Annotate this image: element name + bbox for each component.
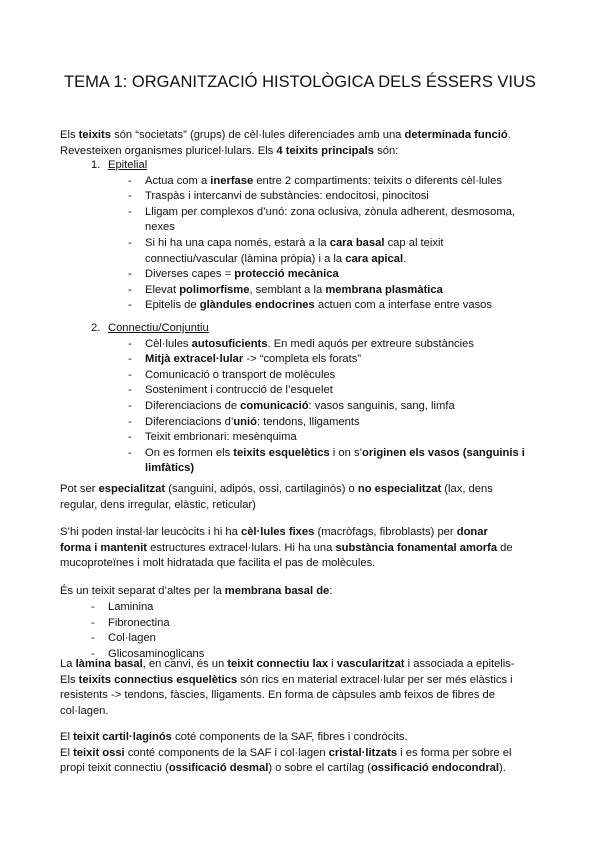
paragraph-line: regular, dens irregular, elàstic, reticular)	[60, 498, 256, 511]
paragraph-line: S’hi poden instal·lar leucòcits i hi ha cèl·lules fixes (macròfags, fibroblasts) per donar	[60, 526, 488, 538]
paragraph-line: El teixit ossi conté components de la SAF i col·lagen cristal·litzats i es forma per sobre el	[60, 746, 512, 759]
bullet-dash: -	[128, 400, 132, 412]
bullet-dash: -	[128, 384, 132, 397]
basal-list-item: Fibronectina	[108, 616, 170, 629]
bullet-dash: -	[91, 632, 95, 645]
paragraph-line: forma i mantenit estructures extracel·lulars. Hi ha una substància fonamental amorfa de	[60, 541, 513, 554]
intro-line: Els teixits són “societats” (grups) de cèl·lules diferenciades amb una determinada funció.	[60, 129, 511, 141]
list-item-line: Elevat polimorfisme, semblant a la membrana plasmàtica	[145, 283, 443, 296]
page-title: TEMA 1: ORGANITZACIÓ HISTOLÒGICA DELS ÉSSERS VIUS	[64, 73, 536, 91]
bullet-dash: -	[128, 190, 132, 203]
paragraph-line: Els teixits connectius esquelètics són rics en material extracel·lular per ser més elàstics i	[60, 673, 513, 686]
list-item-line: Diverses capes = protecció mecànica	[145, 268, 339, 281]
list-item-line: Lligam per complexos d’unó: zona oclusiva, zònula adherent, desmosoma,	[145, 205, 516, 218]
list-item-line: On es formen els teixits esquelètics i on s’originen els vasos (sanguinis i	[145, 446, 525, 459]
list-item-line: Diferenciacions d’unió: tendons, lligaments	[145, 415, 360, 428]
list-item-line: Comunicació o transport de molècules	[145, 368, 336, 381]
bullet-dash: -	[128, 446, 132, 459]
intro-line: Revesteixen organismes pluricel·lulars. Els 4 teixits principals són:	[60, 144, 399, 157]
paragraph-line: La làmina basal, en canvi, és un teixit connectiu lax i vascularitzat i associada a epitelis-	[60, 658, 515, 670]
bullet-dash: -	[128, 299, 132, 312]
section-heading: Connectiu/Conjuntiu	[108, 322, 209, 334]
bullet-dash: -	[128, 368, 132, 381]
bullet-dash: -	[128, 174, 132, 187]
list-item-line: Traspàs i intercanvi de substàncies: endocitosi, pinocitosi	[145, 190, 429, 203]
basal-list-item: Col·lagen	[108, 632, 156, 645]
bullet-dash: -	[91, 616, 95, 629]
paragraph-line: col·lagen.	[60, 704, 109, 717]
bullet-dash: -	[128, 431, 132, 444]
list-item-line: Si hi ha una capa només, estarà a la cara basal cap al teixit	[145, 237, 444, 249]
paragraph-line: resistents -> tendons, fàscies, lligaments. En forma de càpsules amb feixos de fibres de	[60, 689, 495, 702]
bullet-dash: -	[128, 337, 132, 350]
paragraph-line: propi teixit connectiu (ossificació desmal) o sobre el cartílag (ossificació endocondral).	[60, 762, 506, 775]
list-item-line: limfàtics)	[145, 462, 195, 475]
section-heading: Epitelial	[108, 159, 148, 171]
list-item-line: connectiu/vascular (làmina pròpia) i a la cara apical.	[145, 252, 407, 265]
bullet-dash: -	[91, 647, 95, 660]
bullet-dash: -	[128, 283, 132, 296]
list-item-line: Teixit embrionari: mesènquima	[145, 431, 297, 444]
list-item-line: Actua com a inerfase entre 2 compartiments: teixits o diferents cèl·lules	[145, 174, 502, 187]
list-item-line: Cèl·lules autosuficients. En medi aquós per extreure substàncies	[145, 337, 474, 350]
list-item-line: Sosteniment i contrucció de l’esquelet	[145, 384, 333, 397]
basal-list-item: Laminina	[108, 601, 154, 614]
section-number: 2.	[91, 322, 101, 334]
bullet-dash: -	[128, 237, 132, 249]
paragraph-line: És un teixit separat d’altes per la membrana basal de:	[60, 585, 333, 597]
list-item-line: Mitjà extracel·lular -> “completa els forats”	[145, 353, 362, 366]
paragraph-line: El teixit cartil·laginós coté components de la SAF, fibres i condròcits.	[60, 731, 408, 743]
list-item-line: Diferenciacions de comunicació: vasos sanguinis, sang, limfa	[145, 400, 455, 412]
section-number: 1.	[91, 159, 101, 171]
bullet-dash: -	[91, 601, 95, 614]
list-item-line: Epitelis de glàndules endocrines actuen com a interfase entre vasos	[145, 299, 492, 312]
paragraph-line: mucoproteïnes i molt hidratada que facilita el pas de molècules.	[60, 557, 376, 570]
bullet-dash: -	[128, 268, 132, 281]
list-item-line: nexes	[145, 221, 175, 234]
bullet-dash: -	[128, 353, 132, 366]
paragraph-line: Pot ser especialitzat (sanguini, adipós, ossi, cartilaginós) o no especialitzat (lax, dens	[60, 483, 493, 495]
bullet-dash: -	[128, 415, 132, 428]
bullet-dash: -	[128, 205, 132, 218]
basal-list-item: Glicosaminoglicans	[108, 647, 205, 660]
